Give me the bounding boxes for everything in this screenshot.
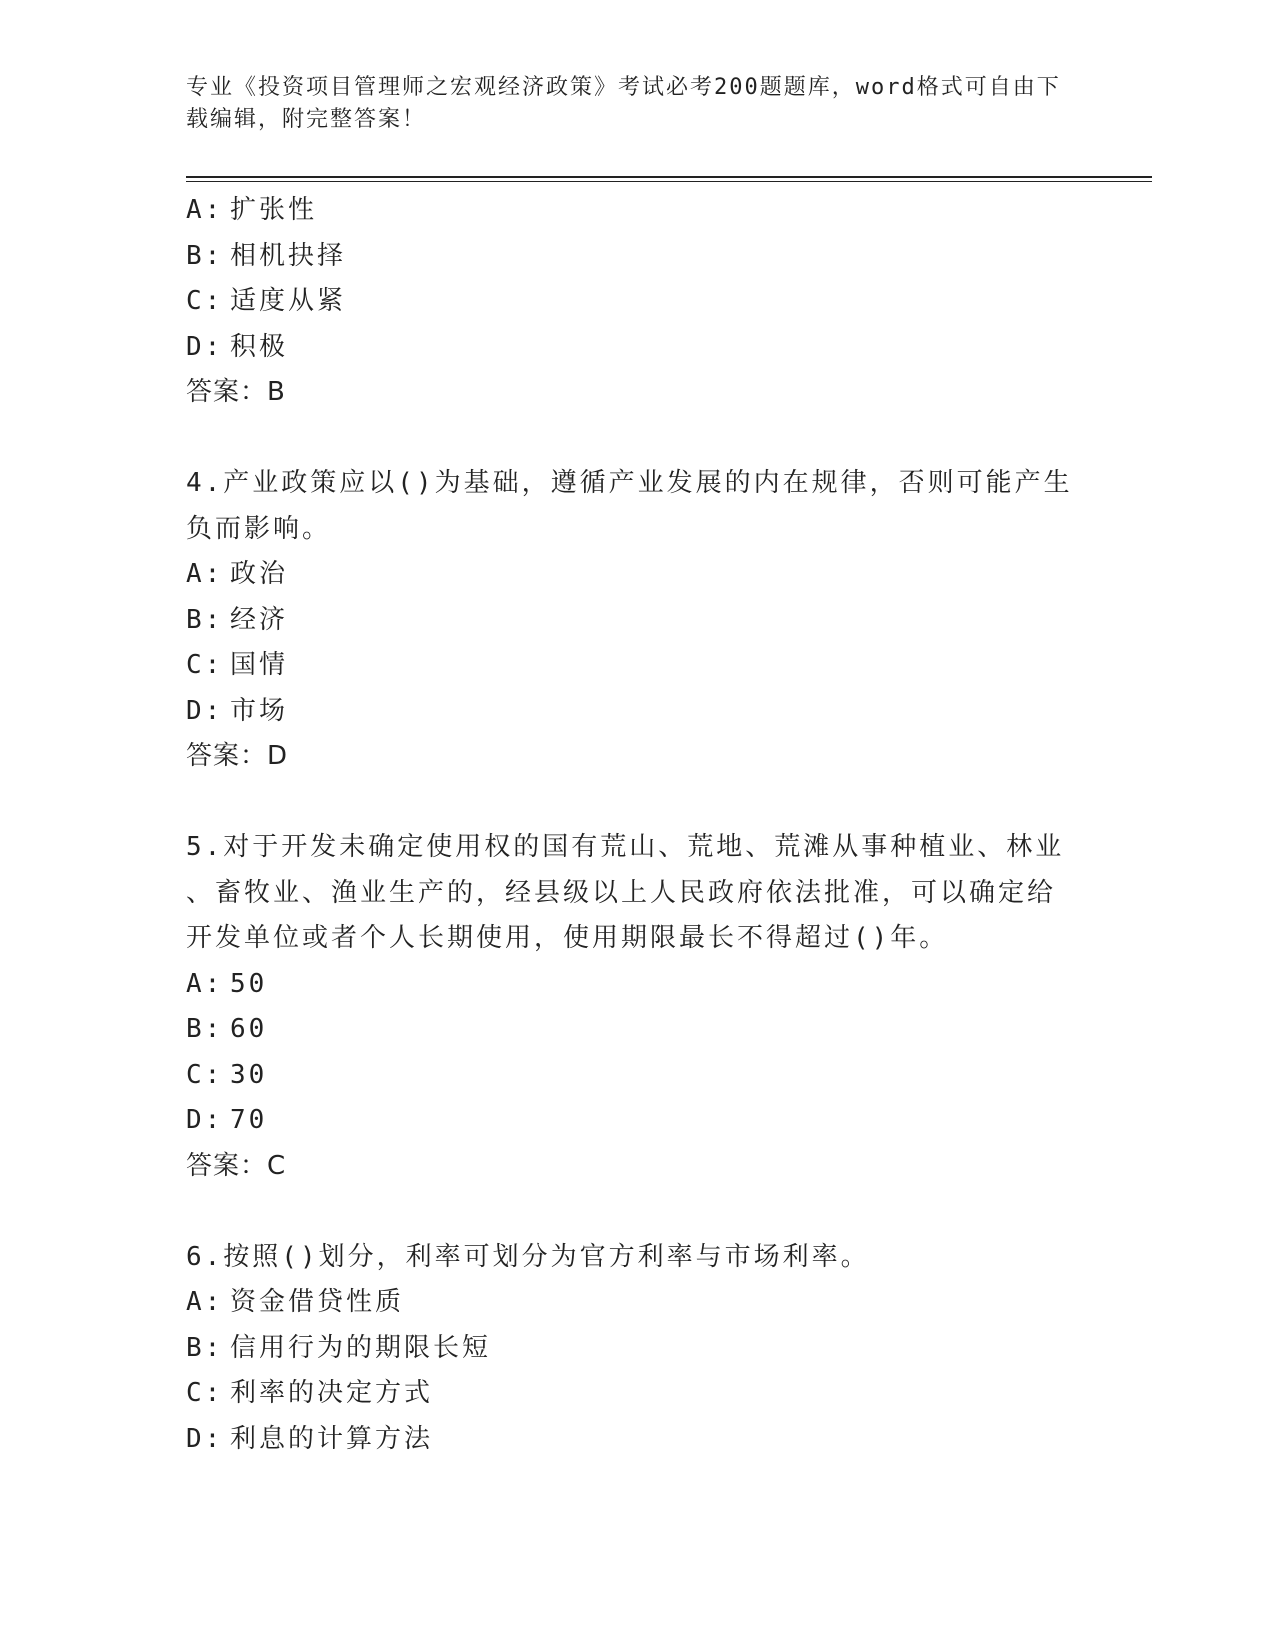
header-rule-thick	[186, 176, 1152, 178]
spacer	[186, 780, 1066, 826]
option-a	[186, 962, 1066, 1008]
option-text: 70	[230, 1105, 268, 1135]
question-stem-line: 、畜牧业、渔业生产的，经县级以上人民政府依法批准，可以确定给	[186, 877, 1057, 908]
option-text: 积极	[230, 331, 289, 362]
option-text: 政治	[230, 559, 289, 589]
option-d	[186, 1098, 1066, 1144]
option-a	[186, 1280, 1066, 1326]
option-c	[186, 1371, 1066, 1417]
option-label: B:	[186, 1014, 224, 1044]
spacer	[186, 416, 1066, 462]
option-c	[186, 279, 1066, 325]
question-4	[186, 461, 1073, 780]
answer-line: 答案：D	[186, 741, 289, 771]
option-b	[186, 234, 1066, 280]
option-label: C:	[186, 1378, 224, 1408]
option-label: D:	[186, 1423, 224, 1454]
option-text: 经济	[230, 604, 289, 635]
option-text: 30	[230, 1059, 268, 1090]
question-6	[186, 1235, 1066, 1463]
option-label: D:	[186, 331, 224, 362]
option-text: 60	[230, 1014, 268, 1044]
option-d	[186, 1417, 1066, 1463]
question-stem-line: 负而影响。	[186, 513, 332, 544]
option-text: 相机抉择	[230, 240, 347, 271]
option-c	[186, 1053, 1066, 1099]
question-stem-line: 6.按照()划分，利率可划分为官方利率与市场利率。	[186, 1241, 870, 1272]
question-stem-line: 4.产业政策应以()为基础，遵循产业发展的内在规律，否则可能产生	[186, 468, 1073, 498]
option-a	[186, 188, 1066, 234]
option-text: 国情	[230, 650, 289, 680]
header-rule-thin	[186, 181, 1152, 182]
option-text: 信用行为的期限长短	[230, 1332, 492, 1363]
option-label: B:	[186, 240, 224, 271]
question-3	[186, 188, 1066, 416]
answer-line: 答案：B	[186, 377, 286, 407]
question-stem-line: 5.对于开发未确定使用权的国有荒山、荒地、荒滩从事种植业、林业	[186, 832, 1065, 862]
answer-line: 答案：C	[186, 1150, 287, 1181]
spacer	[186, 1189, 1066, 1235]
question-list	[186, 188, 1073, 1462]
option-text: 利息的计算方法	[230, 1423, 434, 1454]
option-label: C:	[186, 286, 224, 316]
option-label: C:	[186, 650, 224, 680]
option-a	[186, 552, 1066, 598]
option-label: D:	[186, 695, 224, 726]
option-b	[186, 1326, 1066, 1372]
option-text: 资金借贷性质	[230, 1287, 405, 1317]
option-text: 50	[230, 968, 268, 999]
option-text: 市场	[230, 695, 289, 726]
option-text: 扩张性	[230, 195, 318, 225]
option-text: 利率的决定方式	[230, 1378, 434, 1408]
option-c	[186, 643, 1066, 689]
option-d	[186, 325, 1066, 371]
document-header: 专业《投资项目管理师之宏观经济政策》考试必考200题题库，word格式可自由下载编辑，附完整答案！	[186, 75, 1061, 132]
option-b	[186, 598, 1066, 644]
option-d	[186, 689, 1066, 735]
option-text: 适度从紧	[230, 286, 347, 316]
option-b	[186, 1007, 1066, 1053]
option-label: C:	[186, 1059, 224, 1090]
option-label: B:	[186, 604, 224, 635]
option-label: D:	[186, 1105, 224, 1135]
option-label: A:	[186, 195, 224, 225]
question-stem-line: 开发单位或者个人长期使用，使用期限最长不得超过()年。	[186, 923, 949, 953]
option-label: A:	[186, 968, 224, 999]
option-label: A:	[186, 1287, 224, 1317]
option-label: B:	[186, 1332, 224, 1363]
question-5	[186, 825, 1066, 1189]
option-label: A:	[186, 559, 224, 589]
